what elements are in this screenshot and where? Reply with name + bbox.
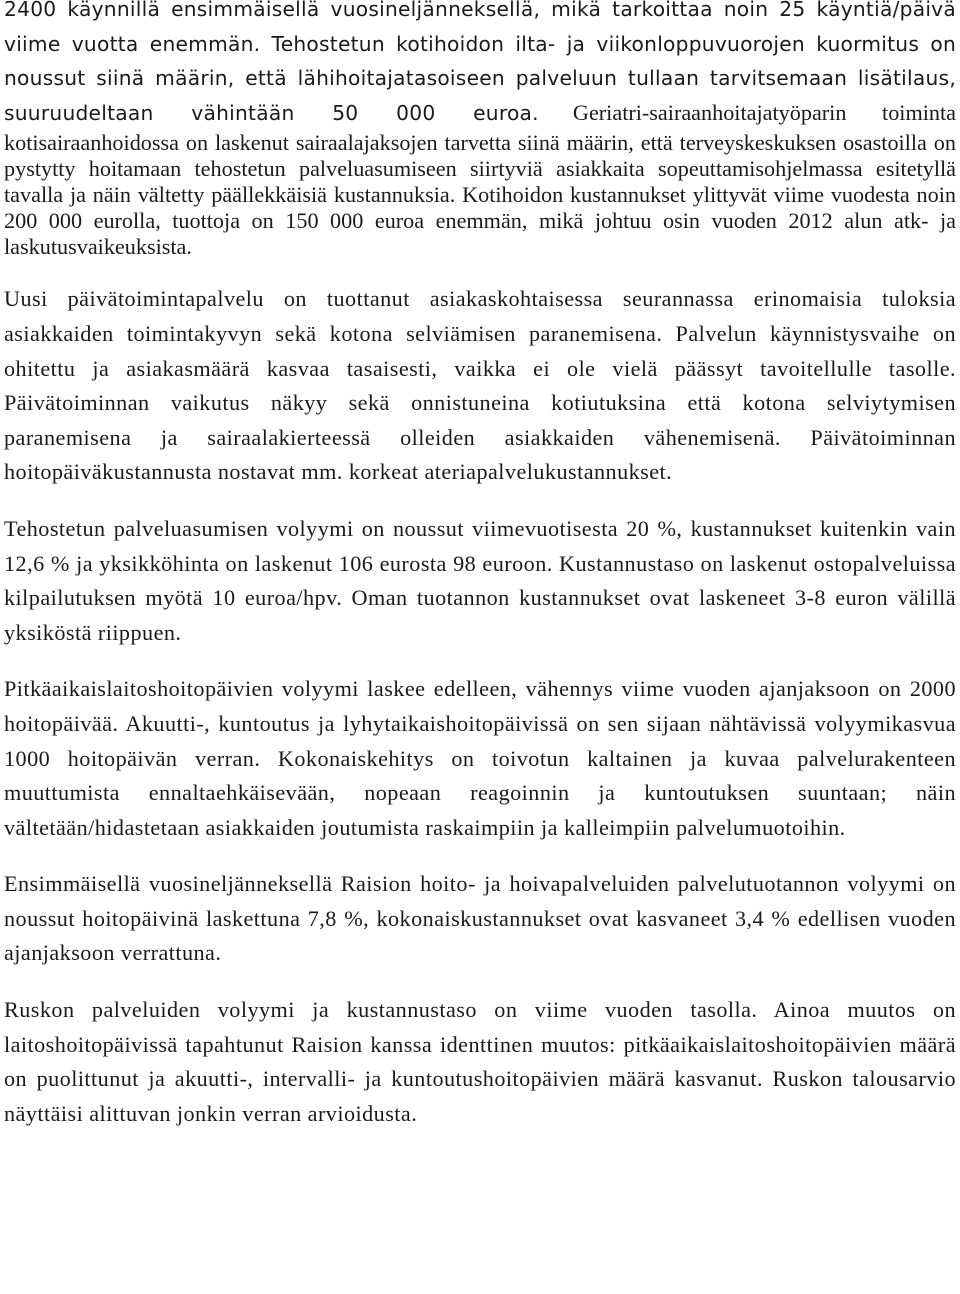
paragraph-assisted-living: Tehostetun palveluasumisen volyymi on noussut viimevuotisesta 20 %, kustannukset kuitenkin vain 12,6 % ja yksikköhinta on laskenut 106 eurosta 98 euroon. Kustannustaso on laskenut ostopalveluissa kilpailutuksen myötä 10 euroa/hpv. Oman tuotannon kustannukset ovat laskeneet 3-8 euron välillä yksiköstä riippuen. — [4, 515, 956, 645]
paragraph-home-care-sans-part: 2400 käynnillä ensimmäisellä vuosineljänneksellä, mikä tarkoittaa noin 25 käyntiä/päivä viime vuotta enemmän. Tehostetun kotihoidon ilta- ja viikonloppuvuorojen kuormitus on noussut siinä määrin, että lähihoitajatasoiseen palveluun tullaan tarvitsemaan lisätilaus, suuruudeltaan vähintään 50 000 euroa. — [4, 0, 956, 125]
paragraph-home-care-serif-part: Geriatri-sairaanhoitajatyöparin toiminta kotisairaanhoidossa on laskenut sairaalajaksojen tarvetta siinä määrin, että terveyskeskuksen osastoilla on pystytty hoitamaan tehostetun palveluasumiseen siirtyviä asiakkaita sopeuttamisohjelmassa esitetyllä tavalla ja näin vältetty päällekkäisiä kustannuksia. Kotihoidon kustannukset ylittyvät viime vuodesta noin 200 000 eurolla, tuottoja on 150 000 euroa enemmän, mikä johtuu osin vuoden 2012 alun atk- ja laskutusvaikeuksista. — [4, 99, 956, 260]
paragraph-home-care — [4, 0, 956, 260]
paragraph-day-activity: Uusi päivätoimintapalvelu on tuottanut asiakaskohtaisessa seurannassa erinomaisia tuloksia asiakkaiden toimintakyvyn sekä kotona selviämisen paranemisena. Palvelun käynnistysvaihe on ohitettu ja asiakasmäärä kasvaa tasaisesti, vaikka ei ole vielä päässyt tavoitellulle tasolle. Päivätoiminnan vaikutus näkyy sekä onnistuneina kotiutuksina että kotona selviytymisen paranemisena ja sairaalakierteessä olleiden asiakkaiden vähenemisenä. Päivätoiminnan hoitopäiväkustannusta nostavat mm. korkeat ateriapalvelukustannukset. — [4, 286, 956, 485]
paragraph-institutional-care: Pitkäaikaislaitoshoitopäivien volyymi laskee edelleen, vähennys viime vuoden ajanjaksoon on 2000 hoitopäivää. Akuutti-, kuntoutus ja lyhytaikaishoitopäivissä on sen sijaan nähtävissä volyymikasvua 1000 hoitopäivän verran. Kokonaiskehitys on toivotun kaltainen ja kuvaa palvelurakenteen muuttumista ennaltaehkäisevään, nopeaan reagoinnin ja kuntoutuksen suuntaan; näin vältetään/hidastetaan asiakkaiden joutumista raskaimpiin ja kalleimpiin palvelumuotoihin. — [4, 676, 956, 840]
paragraph-rusko: Ruskon palveluiden volyymi ja kustannustaso on viime vuoden tasolla. Ainoa muutos on laitoshoitopäivissä tapahtunut Raision kanssa identtinen muutos: pitkäaikaislaitoshoitopäivien määrä on puolittunut ja akuutti-, intervalli- ja kuntoutushoitopäivien määrä kasvanut. Ruskon talousarvio näyttäisi alittuvan jonkin verran arvioidusta. — [4, 997, 956, 1126]
paragraph-raisio-q1: Ensimmäisellä vuosineljänneksellä Raision hoito- ja hoivapalveluiden palvelutuotannon volyymi on noussut hoitopäivinä laskettuna 7,8 %, kokonaiskustannukset ovat kasvaneet 3,4 % edellisen vuoden ajanjaksoon verrattuna. — [4, 871, 956, 966]
